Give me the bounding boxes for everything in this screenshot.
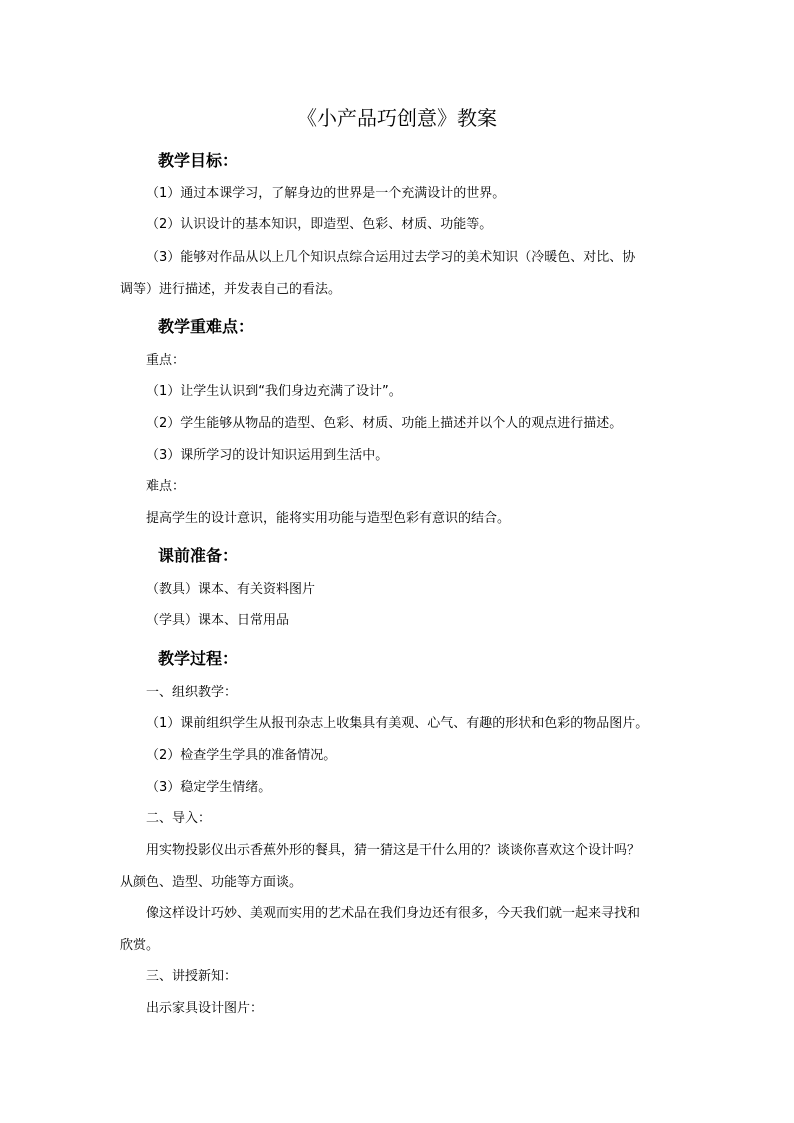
heading-teaching-goals: 教学目标： <box>158 151 239 170</box>
prep-teacher-tools: （教具）课本、有关资料图片 <box>146 582 316 597</box>
key-point-3: （3）课所学习的设计知识运用到生活中。 <box>146 448 389 463</box>
process-step-1-item-2: （2）检查学生学具的准备情况。 <box>146 748 337 763</box>
process-step-1-title: 一、组织教学： <box>146 685 238 700</box>
goal-line-3-cont: 调等）进行描述，并发表自己的看法。 <box>120 282 342 297</box>
difficulty-text: 提高学生的设计意识，能将实用功能与造型色彩有意识的结合。 <box>146 511 511 526</box>
goal-line-1: （1）通过本课学习，了解身边的世界是一个充满设计的世界。 <box>146 186 506 201</box>
process-step-2-text-2: 像这样设计巧妙、美观而实用的艺术品在我们身边还有很多，今天我们就一起来寻找和 <box>146 906 641 921</box>
process-step-1-item-1: （1）课前组织学生从报刊杂志上收集具有美观、心气、有趣的形状和色彩的物品图片。 <box>146 716 649 731</box>
process-step-2-text-2-cont: 欣赏。 <box>120 938 160 953</box>
goal-line-2: （2）认识设计的基本知识，即造型、色彩、材质、功能等。 <box>146 217 493 232</box>
process-step-2-title: 二、导入： <box>146 811 212 826</box>
difficulty-label: 难点： <box>146 479 186 494</box>
key-point-1: （1）让学生认识到“我们身边充满了设计”。 <box>146 384 402 399</box>
process-step-2-text-1: 用实物投影仪出示香蕉外形的餐具，猜一猜这是干什么用的？谈谈你喜欢这个设计吗？ <box>146 843 641 858</box>
prep-student-tools: （学具）课本、日常用品 <box>146 613 290 628</box>
process-step-3-text: 出示家具设计图片： <box>146 1001 264 1016</box>
key-point-2: （2）学生能够从物品的造型、色彩、材质、功能上描述并以个人的观点进行描述。 <box>146 416 623 431</box>
key-point-label: 重点： <box>146 353 186 368</box>
process-step-2-text-1-cont: 从颜色、造型、功能等方面谈。 <box>120 875 303 890</box>
goal-line-3: （3）能够对作品从以上几个知识点综合运用过去学习的美术知识（冷暖色、对比、协 <box>146 250 636 265</box>
heading-teaching-process: 教学过程： <box>158 649 239 668</box>
process-step-3-title: 三、讲授新知： <box>146 969 238 984</box>
document-title: 《小产品巧创意》教案 <box>297 106 497 130</box>
process-step-1-item-3: （3）稳定学生情绪。 <box>146 780 272 795</box>
heading-preparation: 课前准备： <box>158 546 239 565</box>
heading-key-points: 教学重难点： <box>158 317 255 336</box>
